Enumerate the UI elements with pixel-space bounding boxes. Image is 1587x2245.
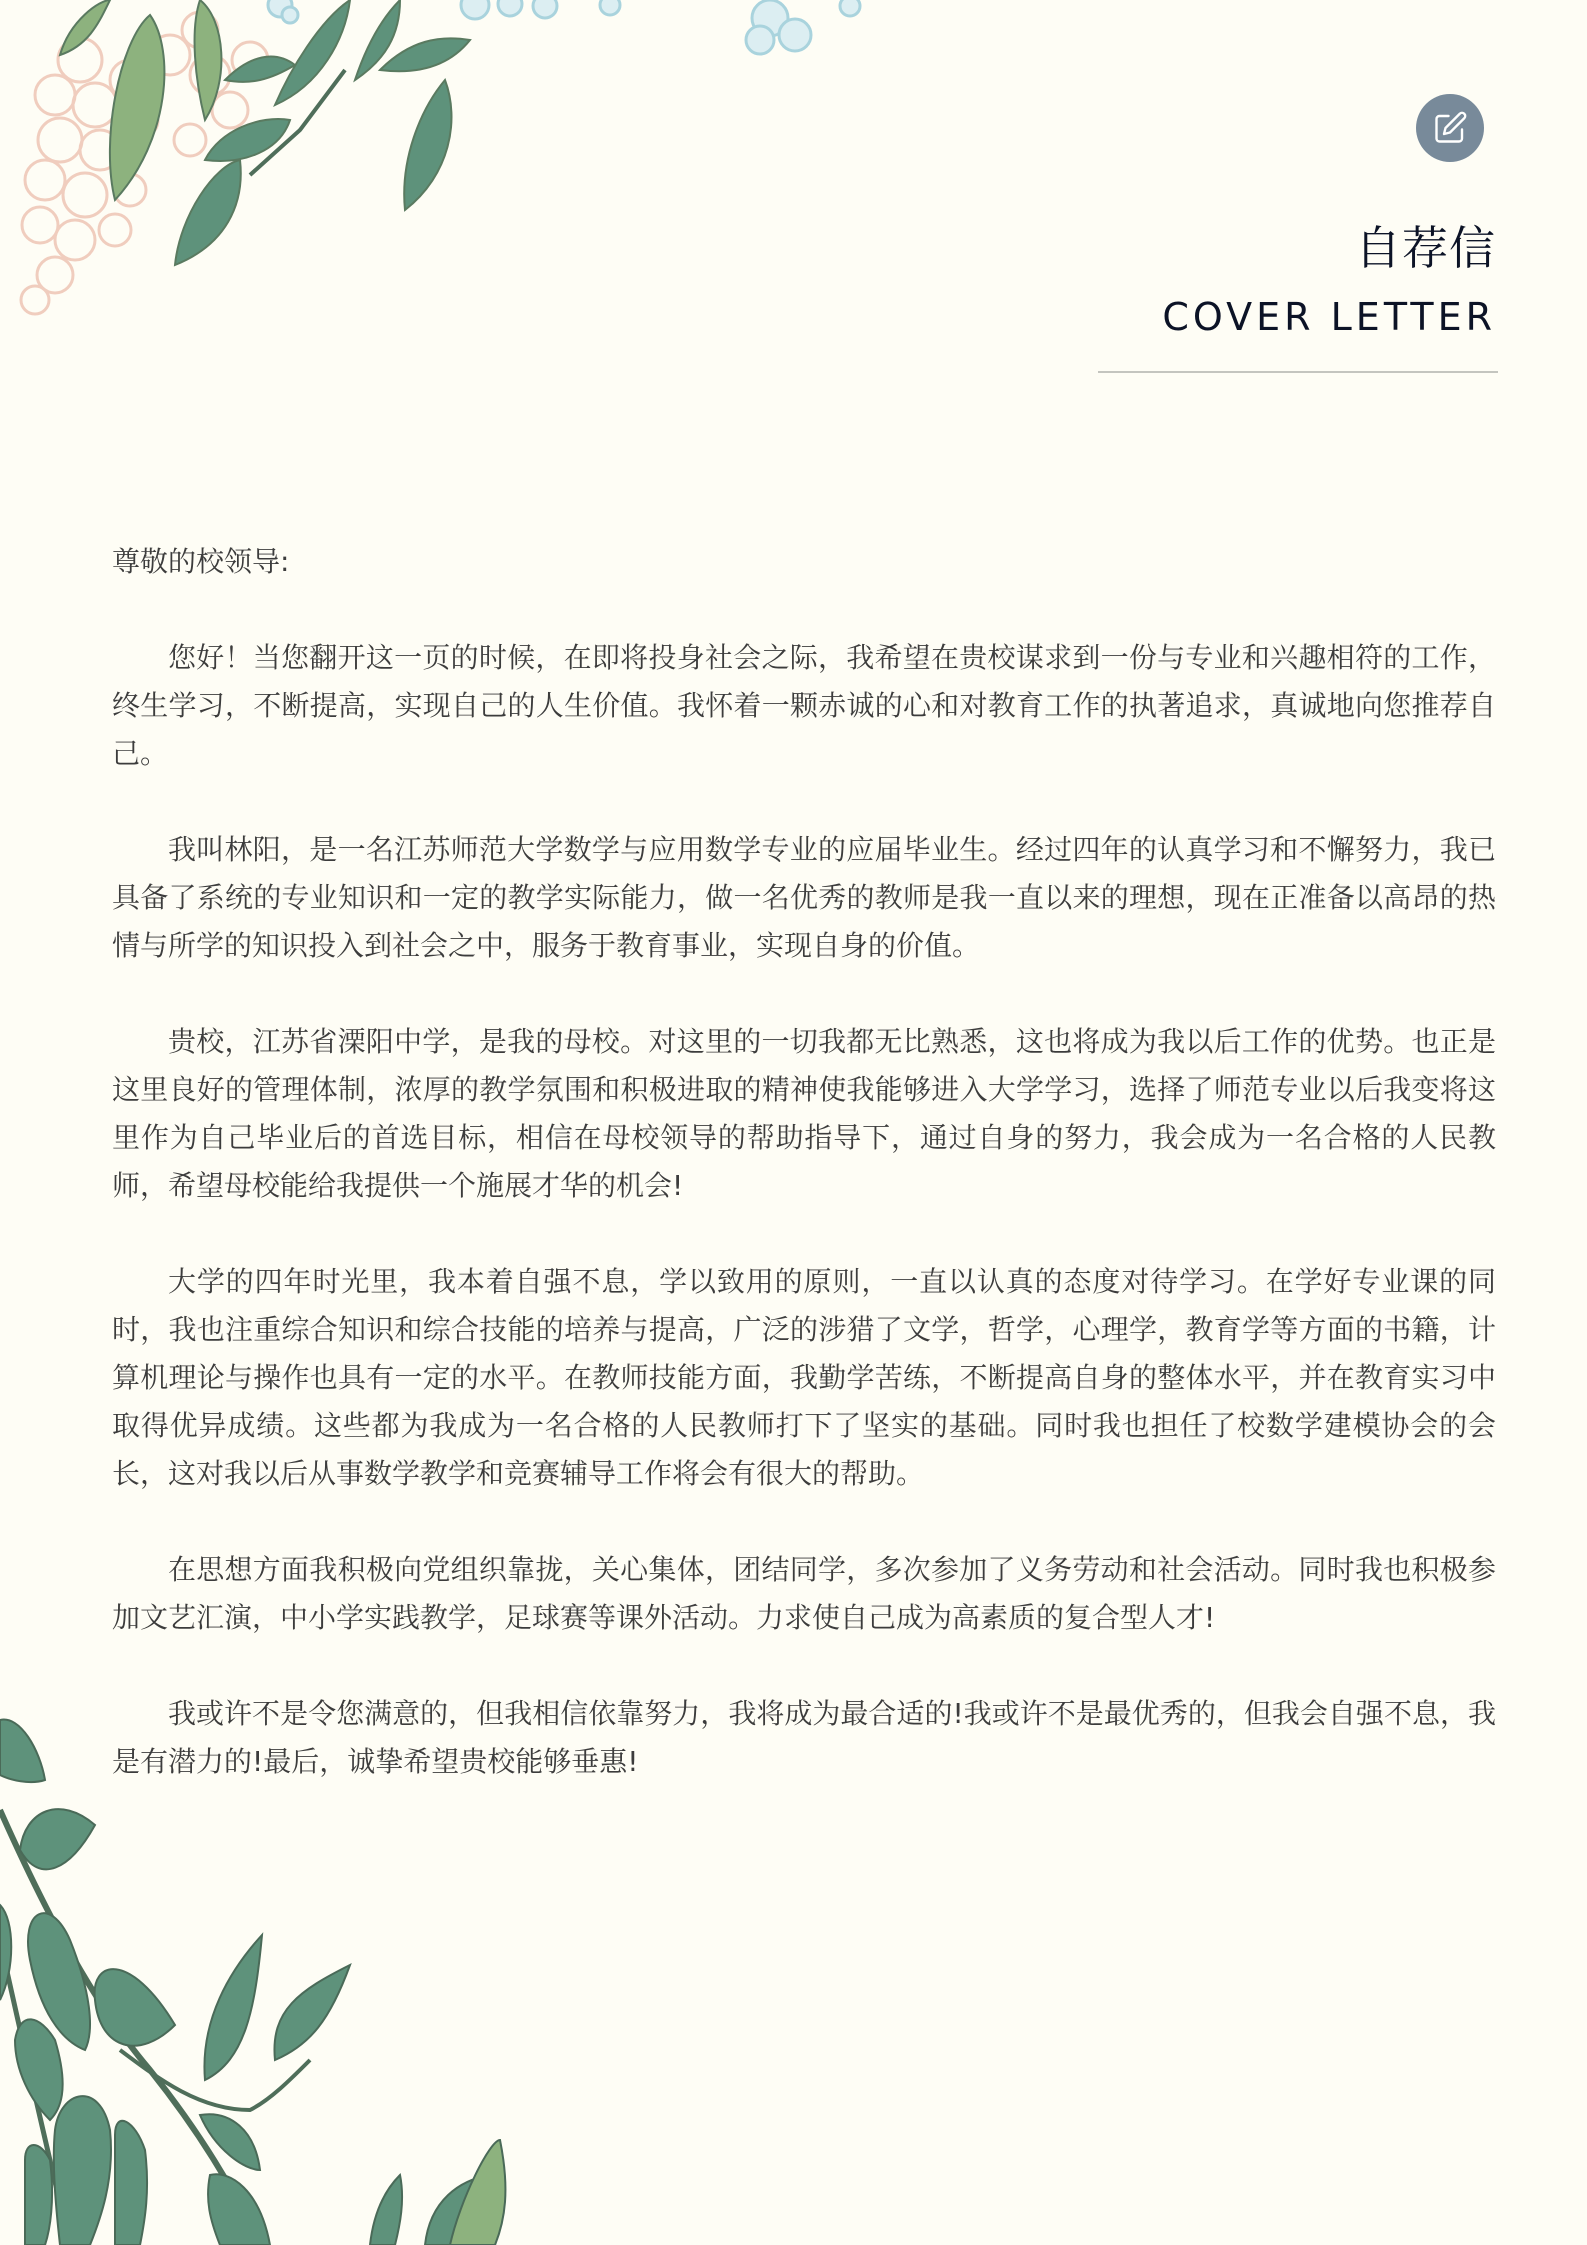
- leaf-icon: [380, 38, 470, 71]
- leaf-icon: [200, 2114, 260, 2170]
- leaf-icon: [110, 15, 165, 200]
- letter-paragraph: 贵校，江苏省溧阳中学，是我的母校。对这里的一切我都无比熟悉，这也将成为我以后工作的优势。也正是这里良好的管理体制，浓厚的教学氛围和积极进取的精神使我能够进入大学学习，选择了师范专业以后我变将这里作为自己毕业后的首选目标，相信在母校领导的帮助指导下，通过自身的努力，我会成为一名合格的人民教师，希望母校能给我提供一个施展才华的机会!: [112, 1025, 1496, 1202]
- leaf-icon: [54, 2096, 111, 2245]
- leaf-icon: [0, 1720, 45, 1783]
- letter-paragraph: 我叫林阳，是一名江苏师范大学数学与应用数学专业的应届毕业生。经过四年的认真学习和不懈努力，我已具备了系统的专业知识和一定的教学实际能力，做一名优秀的教师是我一直以来的理想，现在正准备以高昂的热情与所学的知识投入到社会之中，服务于教育事业，实现自身的价值。: [112, 833, 1496, 962]
- leaf-icon: [208, 2174, 270, 2245]
- title-divider: [1098, 371, 1498, 373]
- letter-paragraph: 我或许不是令您满意的，但我相信依靠努力，我将成为最合适的!我或许不是最优秀的，但我会自强不息，我是有潜力的!最后，诚挚希望贵校能够垂惠!: [112, 1697, 1496, 1778]
- leaf-icon: [355, 0, 400, 80]
- leaf-icon: [0, 1905, 11, 2000]
- leaf-icon: [60, 0, 110, 55]
- floral-decoration-top: [0, 0, 900, 340]
- letter-paragraph: 您好！当您翻开这一页的时候，在即将投身社会之际，我希望在贵校谋求到一份与专业和兴趣相符的工作，终生学习，不断提高，实现自己的人生价值。我怀着一颗赤诚的心和对教育工作的执著追求，真诚地向您推荐自己。: [112, 641, 1496, 770]
- leaf-icon: [275, 0, 350, 105]
- leaf-icon: [205, 119, 290, 161]
- letter-paragraph: 在思想方面我积极向党组织靠拢，关心集体，团结同学，多次参加了义务劳动和社会活动。同时我也积极参加文艺汇演，中小学实践教学，足球赛等课外活动。力求使自己成为高素质的复合型人才!: [112, 1553, 1496, 1634]
- leaf-icon: [370, 2175, 402, 2245]
- leaf-icon: [25, 2145, 52, 2245]
- leaf-icon: [450, 2140, 505, 2245]
- leaf-icon: [28, 1913, 90, 2050]
- leaf-icon: [425, 2175, 490, 2245]
- letter-paragraph: 大学的四年时光里，我本着自强不息，学以致用的原则，一直以认真的态度对待学习。在学好专业课的同时，我也注重综合知识和综合技能的培养与提高，广泛的涉猎了文学，哲学，心理学，教育学等方面的书籍，计算机理论与操作也具有一定的水平。在教师技能方面，我勤学苦练，不断提高自身的整体水平，并在教育实习中取得优异成绩。这些都为我成为一名合格的人民教师打下了坚实的基础。同时我也担任了校数学建模协会的会长，这对我以后从事数学教学和竞赛辅导工作将会有很大的帮助。: [112, 1265, 1496, 1490]
- pink-blossom-cluster-icon: [21, 12, 268, 314]
- leaf-icon: [15, 2019, 63, 2120]
- page-subtitle: COVER LETTER: [1162, 295, 1496, 339]
- leaf-icon: [95, 1969, 175, 2046]
- leaf-icon: [115, 2121, 147, 2245]
- leaf-icon: [274, 1965, 350, 2060]
- leaf-icon: [20, 1809, 95, 1869]
- leaf-icon: [195, 0, 222, 120]
- leaf-icon: [404, 80, 451, 210]
- blue-blossom-cluster-icon: [268, 0, 860, 54]
- edit-button[interactable]: [1416, 94, 1484, 162]
- leaf-icon: [225, 57, 295, 82]
- letter-greeting: 尊敬的校领导:: [112, 545, 290, 578]
- edit-icon: [1432, 110, 1468, 146]
- page-title: 自荐信: [1355, 221, 1496, 275]
- leaf-icon: [175, 160, 241, 265]
- letter-body: [112, 538, 1496, 1834]
- leaf-icon: [204, 1935, 262, 2080]
